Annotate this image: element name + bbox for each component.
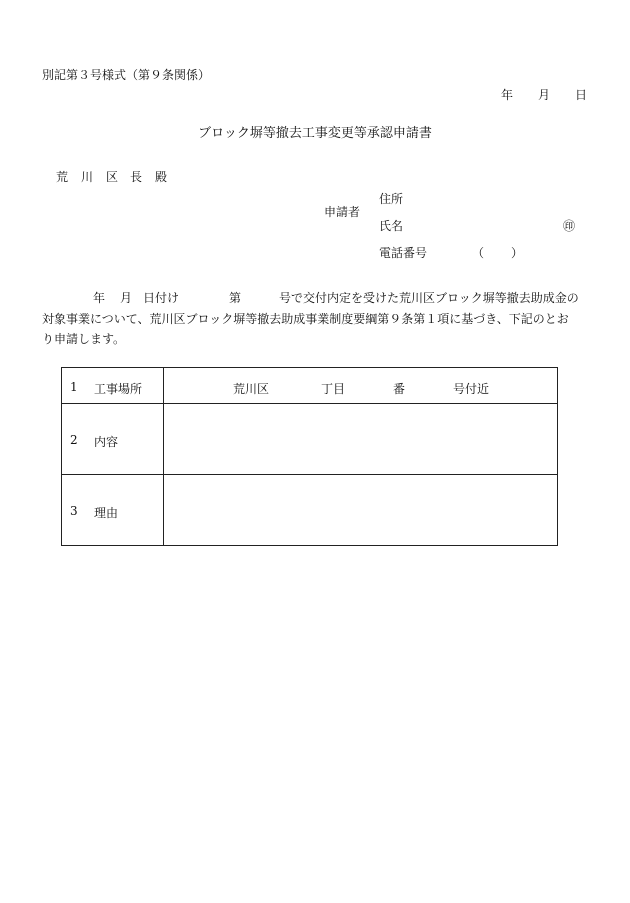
body-no-suffix: 号で交付内定を受けた荒川区ブロック塀等撤去助成金の <box>279 291 579 305</box>
addressee-char: 区 <box>106 170 119 184</box>
content-input-cell[interactable] <box>164 404 558 475</box>
seal-mark: ㊞ <box>563 219 576 233</box>
addressee-char: 長 <box>130 170 143 184</box>
phone-paren-open: （ <box>472 246 485 260</box>
addressee-char: 荒 <box>56 170 69 184</box>
location-ban: 番 <box>393 381 406 396</box>
location-ward: 荒川区 <box>233 381 270 396</box>
addressee-char: 川 <box>81 170 94 184</box>
location-chome: 丁目 <box>321 381 346 396</box>
row-label-cell <box>62 368 164 404</box>
addressee-char: 殿 <box>155 170 168 184</box>
body-month: 月 <box>120 291 133 305</box>
details-table <box>61 367 558 546</box>
applicant-label: 申請者 <box>324 205 361 219</box>
body-line-3: り申請します。 <box>42 332 126 346</box>
location-cell <box>164 368 558 404</box>
reason-input-cell[interactable] <box>164 475 558 546</box>
address-label: 住所 <box>379 192 404 206</box>
body-day-dated: 日付け <box>143 291 180 305</box>
date-year-label: 年 <box>501 88 514 102</box>
row-label-cell <box>62 475 164 546</box>
row-label-cell <box>62 404 164 475</box>
date-month-label: 月 <box>538 88 551 102</box>
table-row <box>62 404 558 475</box>
row-label: 理由 <box>94 506 119 520</box>
row-number: 1 <box>70 379 78 394</box>
row-label: 内容 <box>94 435 119 449</box>
body-line-2: 対象事業について、荒川区ブロック塀等撤去助成事業制度要綱第９条第１項に基づき、下記のとお <box>42 312 569 326</box>
table-row <box>62 475 558 546</box>
body-no-prefix: 第 <box>229 291 242 305</box>
row-label: 工事場所 <box>94 381 143 396</box>
row-number: 3 <box>70 504 78 518</box>
name-label: 氏名 <box>379 219 404 233</box>
table-row <box>62 368 558 404</box>
document-title: ブロック塀等撤去工事変更等承認申請書 <box>198 126 432 141</box>
row-number: 2 <box>70 433 78 447</box>
location-go: 号付近 <box>453 381 490 396</box>
date-day-label: 日 <box>575 88 588 102</box>
phone-paren-close: ） <box>511 246 524 260</box>
phone-label: 電話番号 <box>379 246 428 260</box>
body-year: 年 <box>93 291 106 305</box>
form-number: 別記第３号様式（第９条関係） <box>42 68 211 82</box>
